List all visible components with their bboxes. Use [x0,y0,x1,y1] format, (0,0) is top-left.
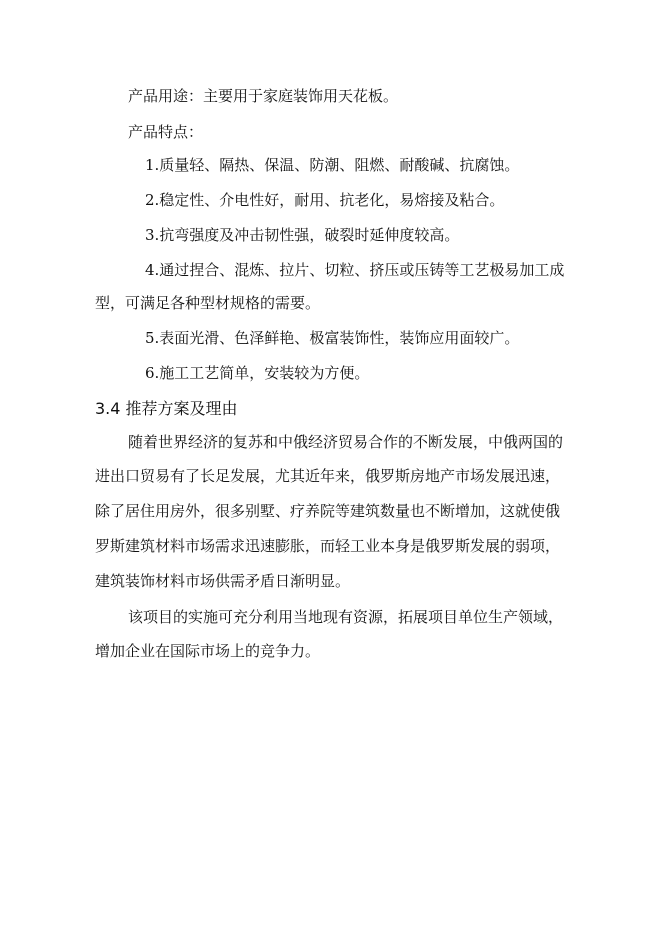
paragraph1-line: 随着世界经济的复苏和中俄经济贸易合作的不断发展，中俄两国的 [128,433,564,451]
product-usage: 产品用途：主要用于家庭装饰用天花板。 [128,87,399,105]
feature-item: 2.稳定性、介电性好，耐用、抗老化，易熔接及粘合。 [145,191,505,209]
paragraph1-line: 罗斯建筑材料市场需求迅速膨胀，而轻工业本身是俄罗斯发展的弱项， [95,537,561,555]
feature-item-continued: 型，可满足各种型材规格的需要。 [95,294,321,312]
paragraph1-line: 进出口贸易有了长足发展，尤其近年来，俄罗斯房地产市场发展迅速， [95,467,561,485]
feature-item: 4.通过捏合、混炼、拉片、切粒、挤压或压铸等工艺极易加工成 [145,261,565,279]
section-heading: 3.4 推荐方案及理由 [95,399,238,418]
feature-item: 3.抗弯强度及冲击韧性强，破裂时延伸度较高。 [145,226,460,244]
features-title: 产品特点： [128,123,204,141]
feature-item: 6.施工工艺简单，安装较为方便。 [145,364,370,382]
feature-item: 5.表面光滑、色泽鲜艳、极富装饰性，装饰应用面较广。 [145,329,520,347]
paragraph1-line: 建筑装饰材料市场供需矛盾日渐明显。 [95,572,351,590]
feature-item: 1.质量轻、隔热、保温、防潮、阻燃、耐酸碱、抗腐蚀。 [145,156,520,174]
paragraph2-line: 增加企业在国际市场上的竞争力。 [95,642,321,660]
paragraph2-line: 该项目的实施可充分利用当地现有资源，拓展项目单位生产领域， [128,608,564,626]
paragraph1-line: 除了居住用房外，很多别墅、疗养院等建筑数量也不断增加，这就使俄 [95,502,561,520]
